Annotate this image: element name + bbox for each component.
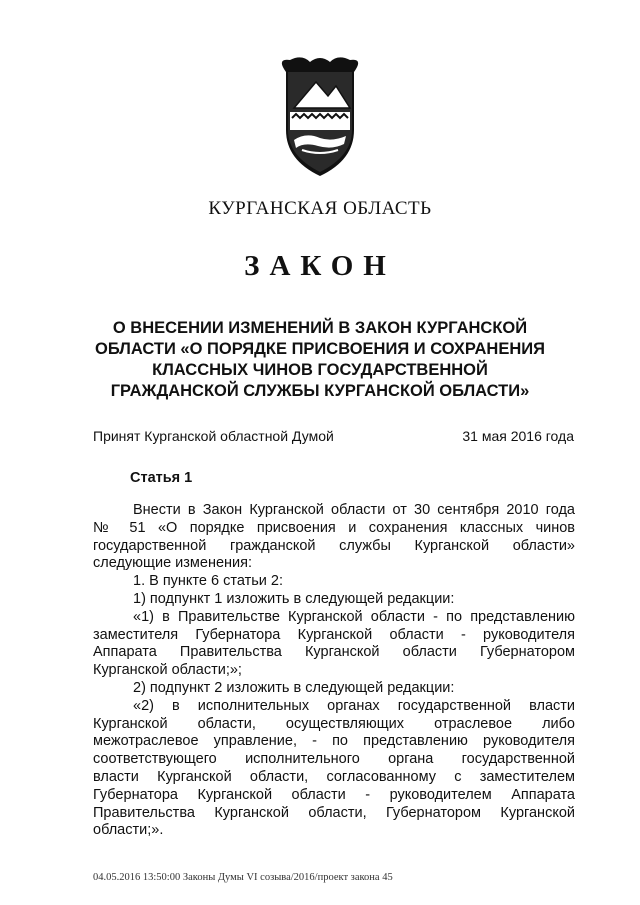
article-body bbox=[93, 502, 575, 840]
article-line: Правительства Курганской области, Губернатором Курганской bbox=[93, 804, 575, 821]
article-heading: Статья 1 bbox=[130, 470, 193, 486]
law-title bbox=[90, 318, 550, 402]
article-line: Внести в Закон Курганской области от 30 сентября 2010 года bbox=[133, 502, 575, 518]
article-line: Курганской области, осуществляющих отраслевое либо bbox=[93, 715, 575, 732]
document-type: ЗАКОН bbox=[244, 250, 396, 282]
article-line: соответствующего исполнительного органа государственной bbox=[93, 751, 575, 768]
law-title-line: ОБЛАСТИ «О ПОРЯДКЕ ПРИСВОЕНИЯ И СОХРАНЕНИЯ bbox=[95, 340, 545, 358]
document-footer: 04.05.2016 13:50:00 Законы Думы VI созыва/2016/проект закона 45 bbox=[93, 872, 393, 883]
article-line: области;». bbox=[93, 822, 164, 839]
article-line: Курганской области;»; bbox=[93, 662, 242, 679]
article-line: «2) в исполнительных органах государственной власти bbox=[133, 697, 575, 714]
region-name: КУРГАНСКАЯ ОБЛАСТЬ bbox=[208, 198, 432, 219]
article-line: 1. В пункте 6 статьи 2: bbox=[133, 573, 283, 590]
article-line: 1) подпункт 1 изложить в следующей редакции: bbox=[133, 590, 455, 607]
adoption-date: 31 мая 2016 года bbox=[462, 428, 574, 444]
article-line: 2) подпункт 2 изложить в следующей редакции: bbox=[133, 679, 455, 696]
article-line: № 51 «О порядке присвоения и сохранения классных чинов bbox=[93, 519, 575, 536]
adopted-by: Принят Курганской областной Думой bbox=[93, 428, 334, 444]
law-title-line: О ВНЕСЕНИИ ИЗМЕНЕНИЙ В ЗАКОН КУРГАНСКОЙ bbox=[112, 319, 528, 337]
law-title-line: КЛАССНЫХ ЧИНОВ ГОСУДАРСТВЕННОЙ bbox=[152, 361, 488, 379]
article-line: государственной гражданской службы Курганской области» bbox=[93, 537, 575, 554]
article-line: межотраслевое управление, - по представлению руководителя bbox=[93, 733, 575, 750]
article-line: власти Курганской области, согласованному с заместителем bbox=[93, 768, 575, 785]
article-line: Губернатора Курганской области - руководителем Аппарата bbox=[93, 786, 575, 803]
article-line: «1) в Правительстве Курганской области - по представлению bbox=[133, 608, 575, 625]
article-line: заместителя Губернатора Курганской области - руководителя bbox=[93, 626, 575, 643]
article-line: следующие изменения: bbox=[93, 555, 253, 572]
article-line: Аппарата Правительства Курганской области Губернатором bbox=[93, 644, 575, 661]
coat-of-arms-emblem bbox=[272, 52, 368, 182]
law-title-line: ГРАЖДАНСКОЙ СЛУЖБЫ КУРГАНСКОЙ ОБЛАСТИ» bbox=[110, 382, 530, 400]
